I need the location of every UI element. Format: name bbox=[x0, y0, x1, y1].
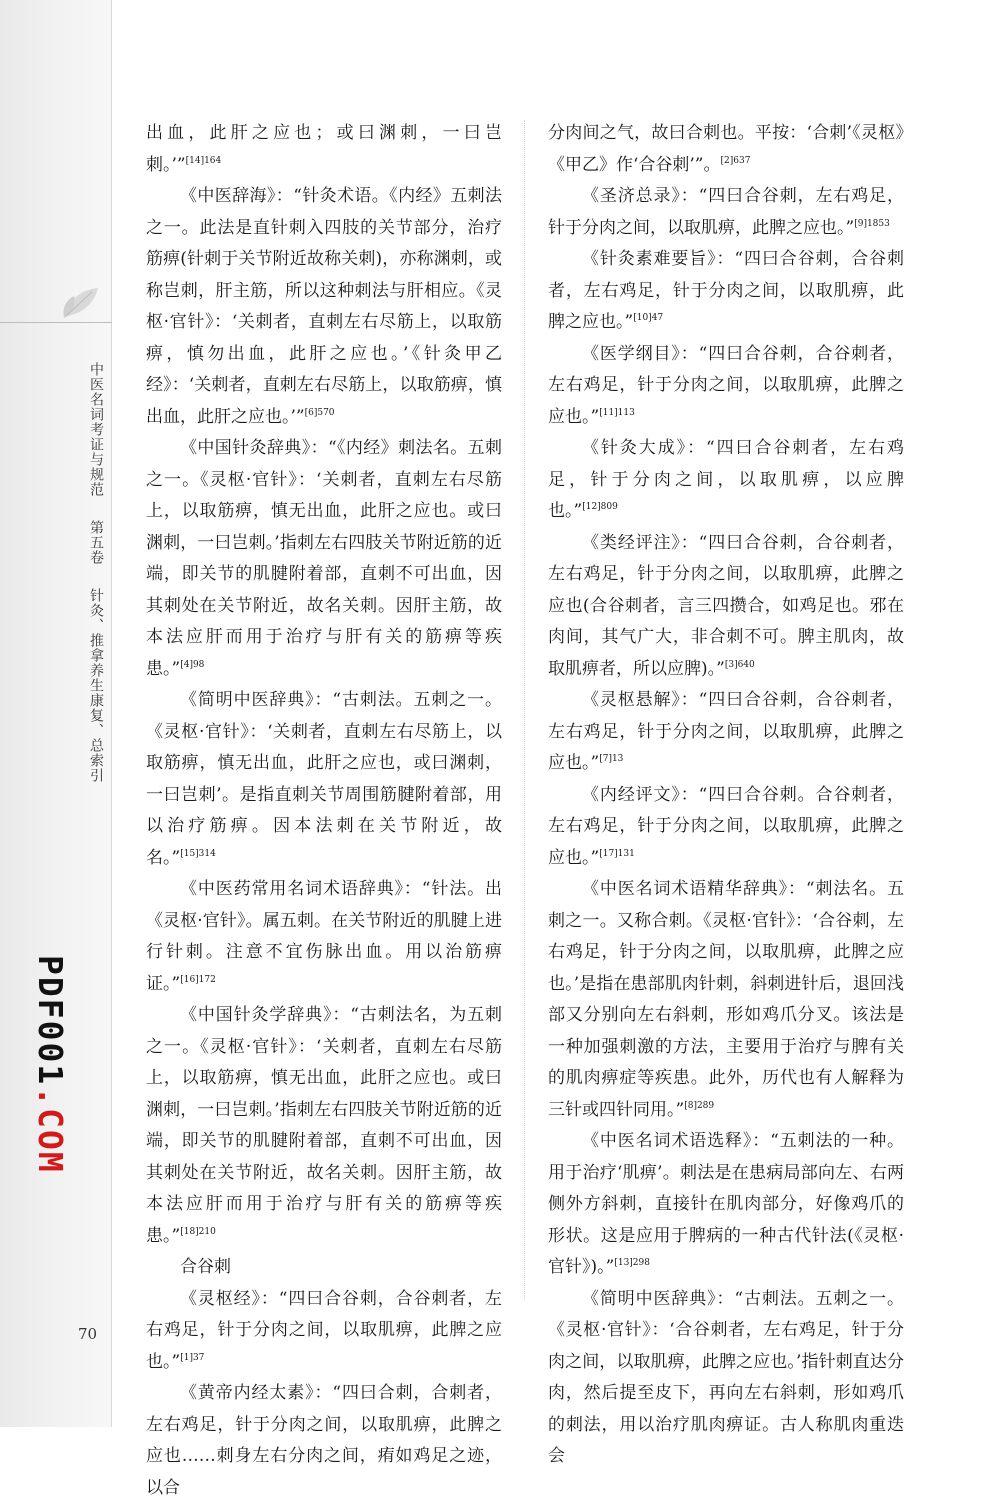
paragraph-text: 分肉间之气，故曰合刺也。平按：‘合刺’《灵枢》《甲乙》作‘合谷刺’”。 bbox=[548, 123, 904, 175]
subject-label: 针灸、推拿养生康复、总索引 bbox=[88, 587, 104, 783]
citation-ref: [14]164 bbox=[185, 155, 222, 166]
body-paragraph bbox=[146, 1284, 502, 1379]
paragraph-text: 《中国针灸辞典》：“《内经》刺法名。五刺之一。《灵枢·官针》：‘关刺者，直刺左右尽筋上，以取筋痹，慎无出血，此肝之应也。或曰渊刺，一曰岂刺。’指刺左右四肢关节附近筋的近端，即关节的肌腱附着部，直刺不可出血，因其刺处在关节附近，故名关刺。因肝主筋，故本法应肝而用于治疗与肝有关的筋痹等疾患。” bbox=[146, 438, 502, 679]
body-paragraph bbox=[146, 1378, 502, 1504]
citation-ref: [15]314 bbox=[180, 848, 216, 859]
citation-ref: [3]640 bbox=[724, 659, 755, 670]
citation-ref: [18]210 bbox=[180, 1226, 216, 1237]
book-side-title bbox=[66, 362, 106, 783]
citation-ref: [11]113 bbox=[599, 407, 635, 418]
citation-ref: [2]637 bbox=[720, 155, 751, 166]
body-paragraph bbox=[146, 685, 502, 874]
body-paragraph bbox=[146, 118, 502, 181]
paragraph-text: 《类经评注》：“四曰合谷刺，合谷刺者，左右鸡足，针于分肉之间，以取肌痹，此脾之应也(合谷刺者，言三四攒合，如鸡足也。邪在肉间，其气广大，非合刺不可。脾主肌肉，故取肌痹者，所以应脾)。” bbox=[548, 532, 904, 679]
body-paragraph bbox=[548, 528, 904, 686]
paragraph-text: 《简明中医辞典》：“古刺法。五刺之一。《灵枢·官针》：‘合谷刺者，左右鸡足，针于分肉之间，以取肌痹，此脾之应也。’指针刺直达分肉，然后提至皮下，再向左右斜刺，形如鸡爪的刺法，用以治疗肌肉痹证。古人称肌肉重迭会 bbox=[548, 1288, 904, 1466]
citation-ref: [1]37 bbox=[180, 1352, 205, 1363]
paragraph-text: 《黄帝内经太素》：“四曰合刺，合刺者，左右鸡足，针于分肉之间，以取肌痹，此脾之应也……刺身左右分肉之间，痏如鸡足之迹，以合 bbox=[146, 1383, 502, 1498]
citation-ref: [9]1853 bbox=[854, 218, 890, 229]
citation-ref: [4]98 bbox=[180, 659, 205, 670]
body-paragraph bbox=[548, 339, 904, 434]
body-paragraph bbox=[548, 181, 904, 244]
body-paragraph bbox=[146, 433, 502, 685]
paragraph-text: 《圣济总录》：“四曰合谷刺，左右鸡足，针于分肉之间，以取肌痹，此脾之应也。” bbox=[548, 186, 904, 238]
body-paragraph bbox=[146, 181, 502, 433]
paragraph-text: 《灵枢悬解》：“四曰合谷刺，合谷刺者，左右鸡足，针于分肉之间，以取肌痹，此脾之应也。” bbox=[548, 690, 904, 773]
citation-ref: [10]47 bbox=[633, 313, 664, 323]
body-paragraph bbox=[548, 118, 904, 181]
paragraph-text: 《简明中医辞典》：“古刺法。五刺之一。《灵枢·官针》：‘关刺者，直刺左右尽筋上，以取筋痹，慎无出血，此肝之应也，或曰渊刺，一曰岂刺’。是指直刺关节周围筋腱附着部，用以治疗筋痹。因本法刺在关节附近，故名。” bbox=[146, 690, 502, 868]
right-text-column bbox=[548, 118, 904, 1473]
paragraph-text: 《内经评文》：“四曰合谷刺。合谷刺者，左右鸡足，针于分肉之间，以取肌痹，此脾之应也。” bbox=[548, 784, 904, 868]
body-paragraph bbox=[548, 874, 904, 1126]
watermark-text-domain: .COM bbox=[31, 1086, 70, 1174]
leaf-icon bbox=[58, 278, 104, 324]
citation-ref: [13]298 bbox=[614, 1258, 650, 1268]
body-paragraph bbox=[548, 685, 904, 780]
body-paragraph bbox=[548, 780, 904, 875]
left-text-column bbox=[146, 118, 502, 1504]
watermark bbox=[10, 955, 70, 1174]
citation-ref: [16]172 bbox=[180, 974, 216, 985]
paragraph-text: 《灵枢经》：“四曰合谷刺，合谷刺者，左右鸡足，针于分肉之间，以取肌痹，此脾之应也。” bbox=[146, 1288, 502, 1372]
paragraph-text: 《中国针灸学辞典》：“古刺法名，为五刺之一。《灵枢·官针》：‘关刺者，直刺左右尽筋上，以取筋痹，慎无出血，此肝之应也。或曰渊刺，一曰岂刺。’指刺左右四肢关节附近筋的近端，即关节的肌腱附着部，直刺不可出血，因其刺处在关节附近，故名关刺。因肝主筋，故本法应肝而用于治疗与肝有关的筋痹等疾患。” bbox=[146, 1005, 502, 1246]
paragraph-text: 《针灸素难要旨》：“四曰合谷刺，合谷刺者，左右鸡足，针于分肉之间，以取肌痹，此脾之应也。” bbox=[548, 249, 904, 332]
paragraph-text: 《中医名词术语精华辞典》：“刺法名。五刺之一。又称合刺。《灵枢·官针》：‘合谷刺，左右鸡足，针于分肉之间，以取肌痹，此脾之应也。’是指在患部肌肉针刺，斜刺进针后，退回浅部又分别向左右斜刺，形如鸡爪分叉。该法是一种加强刺激的方法，主要用于治疗与脾有关的肌肉痹症等疾患。此外，历代也有人解释为三针或四针同用。” bbox=[548, 879, 904, 1120]
section-heading bbox=[146, 1252, 502, 1284]
page-number: 70 bbox=[78, 1325, 98, 1343]
column-divider bbox=[524, 120, 525, 1300]
citation-ref: [17]131 bbox=[599, 848, 635, 859]
paragraph-text: 《医学纲目》：“四曰合谷刺，合谷刺者，左右鸡足，针于分肉之间，以取肌痹，此脾之应也。” bbox=[548, 343, 904, 427]
volume-label: 第五卷 bbox=[88, 519, 104, 565]
paragraph-text: 《针灸大成》：“四曰合谷刺者，左右鸡足，针于分肉之间，以取肌痹，以应脾也。” bbox=[548, 438, 904, 521]
citation-ref: [8]289 bbox=[684, 1100, 715, 1111]
body-paragraph bbox=[548, 244, 904, 339]
citation-ref: [7]13 bbox=[599, 754, 624, 764]
citation-ref: [6]570 bbox=[304, 407, 335, 418]
body-paragraph bbox=[146, 874, 502, 1000]
paragraph-text: 《中医名词术语选释》：“五刺法的一种。用于治疗‘肌痹’。刺法是在患病局部向左、右两侧外方斜刺，直接针在肌肉部分，好像鸡爪的形状。这是应用于脾病的一种古代针法(《灵枢·官针》)。” bbox=[548, 1131, 904, 1277]
book-title: 中医名词考证与规范 bbox=[88, 362, 104, 497]
watermark-text-main: PDF001 bbox=[31, 955, 70, 1087]
body-paragraph bbox=[146, 1000, 502, 1252]
body-paragraph bbox=[548, 1126, 904, 1284]
paragraph-text: 合谷刺 bbox=[180, 1257, 231, 1277]
body-paragraph bbox=[548, 433, 904, 528]
paragraph-text: 出血，此肝之应也；或曰渊刺，一曰岂刺。’” bbox=[146, 123, 502, 175]
body-paragraph bbox=[548, 1284, 904, 1473]
paragraph-text: 《中医药常用名词术语辞典》：“针法。出《灵枢·官针》。属五刺。在关节附近的肌腱上进行针刺。注意不宜伤脉出血。用以治筋痹证。” bbox=[146, 879, 502, 994]
paragraph-text: 《中医辞海》：“针灸术语。《内经》五刺法之一。此法是直针刺入四肢的关节部分，治疗筋痹(针刺于关节附近故称关刺)，亦称渊刺，或称岂刺，肝主筋，所以这种刺法与肝相应。《灵枢·官针》：‘关刺者，直刺左右尽筋上，以取筋痹，慎勿出血，此肝之应也。’《针灸甲乙经》：‘关刺者，直刺左右尽筋上，以取筋痹，慎出血，此肝之应也。’” bbox=[146, 186, 502, 427]
citation-ref: [12]809 bbox=[582, 502, 618, 512]
margin-border bbox=[111, 0, 112, 1427]
